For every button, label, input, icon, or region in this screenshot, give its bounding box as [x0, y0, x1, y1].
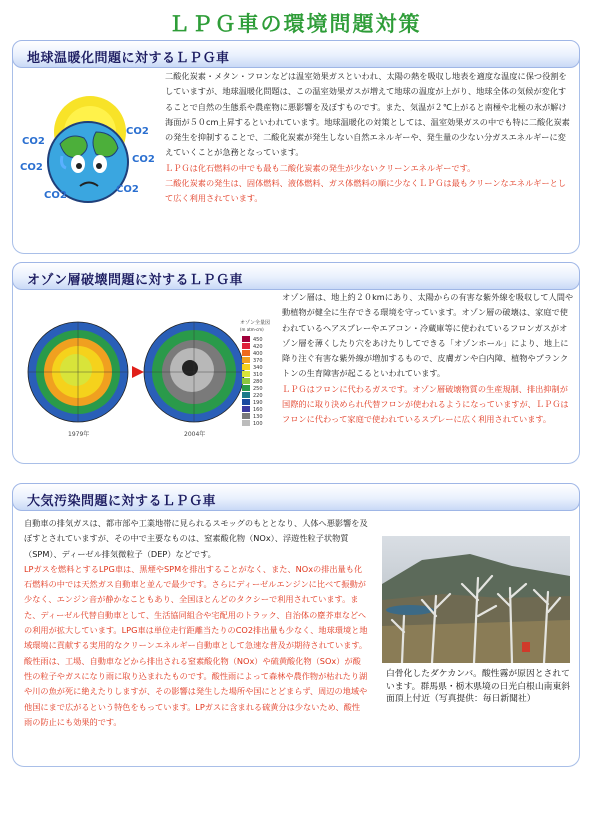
- legend-value: 400: [253, 351, 263, 357]
- legend-swatch: [242, 406, 250, 412]
- legend-swatch: [242, 336, 250, 342]
- legend-title: オゾン全量図: [240, 320, 271, 326]
- ozone-legend: [242, 336, 263, 427]
- dead-birch-photo: [382, 536, 570, 663]
- air-pollution-highlight: LPガスを燃料とするLPG車は、黒煙やSPMを排出することがなく、また、NOxの排出量も化石燃料の中では天然ガス自動車と並んで最少です。さらにディーゼルエンジンに比べて振動が少なく、エンジン音が静かなこともあり、全国ほとんどのタクシーで利用されています。また、ディーゼル代替自動車として、生活協同組合や宅配用のトラック、自治体の塵芥車などへの利用が拡大しています。LPG車は単位走行距離当たりのCO2排出量も少なく、地球環境と地域環境に貢献する実用的なクリーンエネルギー自動車として急速な普及が期待されています。酸性雨は、工場、自動車などから排出される窒素酸化物（NOx）や硫黄酸化物（SOx）が酸性の粒子やガスになり雨に取り込まれたものです。酸性雨によって森林や農作物が枯れたり湖や川の魚が死に絶えたりしますが、その影響は発生した場所や国にとどまらず、周辺の地域や他国にまで広がるという特色をもっています。LPガスに含まれる硫黄分は少ないため、酸性雨の防止にも効果的です。: [24, 563, 368, 727]
- ozone-highlight: ＬＰＧはフロンに代わるガスです。オゾン層破壊物質の生産規制、排出抑制が国際的に取り決められ代替フロンが使われるようになっていますが、ＬＰＧはフロンに代わって家庭で使われているスプレーに広く利用されています。: [282, 383, 569, 425]
- legend-swatch: [242, 371, 250, 377]
- global-warming-highlight-2: 二酸化炭素の発生は、固体燃料、液体燃料、ガス体燃料の順に少なくＬＰＧは最もクリーンなエネルギーとして広く利用されています。: [165, 178, 567, 204]
- co2-label: CO2: [20, 162, 43, 173]
- legend-value: 220: [253, 393, 263, 399]
- globe-illustration: [20, 92, 160, 210]
- section-text-ozone: [282, 290, 574, 428]
- legend-swatch: [242, 413, 250, 419]
- co2-label: CO2: [44, 190, 67, 201]
- legend-swatch: [242, 350, 250, 356]
- legend-value: 130: [253, 414, 263, 420]
- ozone-map-figure: [22, 316, 272, 442]
- air-pollution-paragraph: 自動車の排気ガスは、都市部や工業地帯に見られるスモッグのもととなり、人体へ悪影響を及ぼすとされていますが、その中で主要なものは、窒素酸化物（NOx）、浮遊性粒子状物質（SPM）、ディーゼル排気微粒子（DEP）などです。: [24, 518, 368, 559]
- co2-label: CO2: [22, 136, 45, 147]
- section-header-global-warming: 地球温暖化問題に対するＬＰＧ車: [12, 40, 580, 68]
- legend-value: 250: [253, 386, 263, 392]
- legend-swatch: [242, 378, 250, 384]
- legend-swatch: [242, 399, 250, 405]
- legend-unit: (m atm-cm): [240, 327, 264, 332]
- co2-label: CO2: [132, 154, 155, 165]
- legend-value: 450: [253, 337, 263, 343]
- section-header-air-pollution: 大気汚染問題に対するＬＰＧ車: [12, 483, 580, 511]
- photo-caption: 白骨化したダケカンバ。酸性霧が原因とされています。群馬県・栃木県境の日光白根山南東斜面頂上付近（写真提供：毎日新聞社）: [386, 669, 571, 704]
- legend-value: 310: [253, 372, 263, 378]
- legend-value: 190: [253, 400, 263, 406]
- legend-value: 420: [253, 344, 263, 350]
- legend-swatch: [242, 357, 250, 363]
- legend-swatch: [242, 364, 250, 370]
- co2-label: CO2: [126, 126, 149, 137]
- legend-swatch: [242, 343, 250, 349]
- legend-swatch: [242, 392, 250, 398]
- section-text-air-pollution: [24, 516, 368, 730]
- legend-value: 100: [253, 421, 263, 427]
- arrow-icon: [132, 366, 144, 378]
- legend-value: 370: [253, 358, 263, 364]
- map-year-left: 1979年: [68, 431, 90, 438]
- ozone-paragraph: オゾン層は、地上約２０kmにあり、太陽からの有害な紫外線を吸収して人間や動植物が健全に生存できる環境を守っています。オゾン層の破壊は、家庭で使われているヘアスプレーやエアコン・冷蔵庫等に使われているフロンガスがオゾン層を薄くしたり穴をあけたりしてできる「オゾンホール」により、地上に降り注ぐ有害な紫外線が増加するもので、皮膚ガンや白内障、植物やプランクトンの生育障害が起こるといわれています。: [282, 292, 574, 379]
- legend-swatch: [242, 385, 250, 391]
- map-year-right: 2004年: [184, 431, 206, 438]
- global-warming-highlight-1: ＬＰＧは化石燃料の中でも最も二酸化炭素の発生が少ないクリーンエネルギーです。: [165, 162, 476, 173]
- section-header-ozone: オゾン層破壊問題に対するＬＰＧ車: [12, 262, 580, 290]
- co2-label: CO2: [116, 184, 139, 195]
- global-warming-paragraph: 二酸化炭素・メタン・フロンなどは温室効果ガスといわれ、太陽の熱を吸収し地表を適度な温度に保つ役割をしていますが、地球温暖化問題は、この温室効果ガスが増えて地球の温度が上がり、地球全体の気候が変化することで自然の生態系や農産物に悪影響を及ぼすものです。また、気温が２℃上がると南極や北極の氷が解け海面が５０cm上昇するといわれています。地球温暖化の対策としては、温室効果ガスの中でも特に二酸化炭素の発生を抑制することで、二酸化炭素が発生しない自然エネルギーや、発生量の少ない分ガスエネルギーに変えていくことが急務となっています。: [165, 71, 570, 158]
- legend-value: 280: [253, 379, 263, 385]
- section-text-global-warming: [165, 69, 573, 207]
- legend-swatch: [242, 420, 250, 426]
- legend-value: 340: [253, 365, 263, 371]
- page-title: ＬＰＧ車の環境問題対策: [168, 12, 422, 36]
- legend-value: 160: [253, 407, 263, 413]
